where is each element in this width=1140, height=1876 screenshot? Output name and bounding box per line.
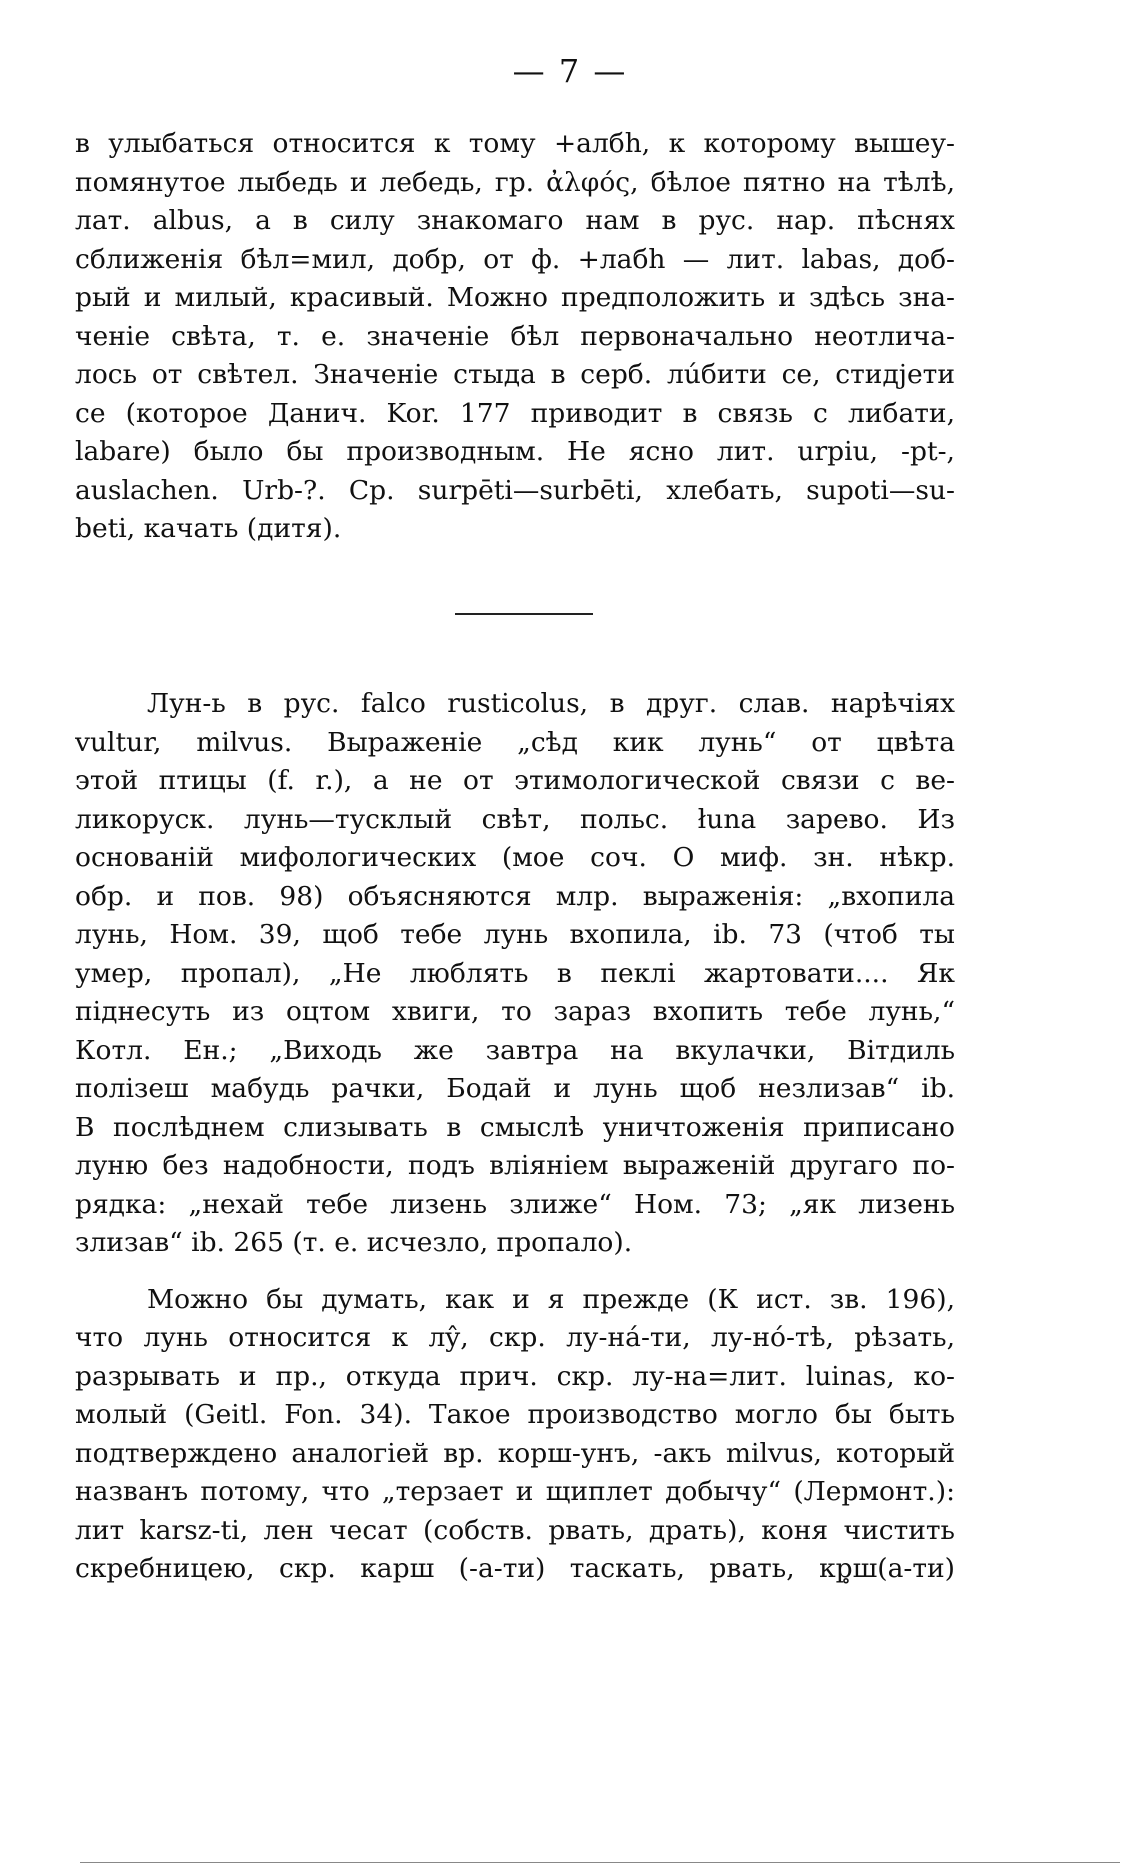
paragraph-gap <box>75 1263 955 1281</box>
text-line: ченіе свѣта, т. е. значеніе бѣл первоначально неотлича- <box>75 320 955 352</box>
text-line: vultur, milvus. Выраженіе „сѣд кик лунь“ от цвѣта <box>75 726 955 758</box>
text-block-second <box>75 685 955 1589</box>
text-line: подтверждено аналогіей вр. корш-унъ, -акъ milvus, который <box>75 1437 955 1469</box>
page-number: — 7 — <box>512 52 628 90</box>
text-line: піднесуть из оцтом хвиги, то зараз вхопить тебе лунь,“ <box>75 996 955 1027</box>
text-line: лит karsz-ti, лен чесат (собств. рвать, драть), коня чистить <box>75 1514 955 1546</box>
text-line: полізеш мабудь рачки, Бодай и лунь щоб незлизав“ ib. <box>75 1073 955 1104</box>
section-separator <box>455 613 593 615</box>
text-line: лат. albus, а в силу знакомаго нам в рус. нар. пѣснях <box>75 205 955 236</box>
text-line: лось от свѣтел. Значеніе стыда в серб. лúбити се, стидјети <box>75 359 955 390</box>
footer-rule <box>80 1862 1120 1863</box>
text-line: Котл. Ен.; „Виходь же завтра на вкулачки, Вітдиль <box>75 1034 955 1066</box>
text-line: названъ потому, что „терзает и щиплет добычу“ (Лермонт.): <box>75 1476 955 1507</box>
text-line: что лунь относится к лŷ, скр. лу-нá-ти, лу-нó-тѣ, рѣзать, <box>75 1322 955 1353</box>
text-line: рый и милый, красивый. Можно предположить и здѣсь зна- <box>75 282 955 313</box>
text-line: молый (Geitl. Fon. 34). Такое производство могло бы быть <box>75 1399 955 1430</box>
text-block-first <box>75 125 955 549</box>
text-line: в улыбаться относится к тому +албh, к которому вышеу- <box>75 128 955 159</box>
text-line: помянутое лыбедь и лебедь, гр. ἀλφός, бѣлое пятно на тѣлѣ, <box>75 166 955 198</box>
text-line: лунь, Ном. 39, щоб тебе лунь вхопила, ib. 73 (чтоб ты <box>75 919 955 950</box>
text-line: се (которое Данич. Kor. 177 приводит в связь с либати, <box>75 397 955 429</box>
text-line: умер, пропал), „Не люблять в пеклі жартовати.... Як <box>75 957 955 989</box>
text-line: ликоруск. лунь—тусклый свѣт, польс. łuna зарево. Из <box>75 803 955 835</box>
text-line: луню без надобности, подъ вліяніем выраженій другаго по- <box>75 1150 955 1181</box>
text-line: beti, качать (дитя). <box>75 513 342 544</box>
text-line: auslachen. Urb-?. Ср. surpēti—surbēti, хлебать, supoti—su- <box>75 474 955 506</box>
text-line: Можно бы думать, как и я прежде (К ист. зв. 196), <box>147 1283 955 1315</box>
text-line: рядка: „нехай тебе лизень злиже“ Ном. 73; „як лизень <box>75 1188 955 1220</box>
text-line: этой птицы (f. r.), а не от этимологической связи с ве- <box>75 765 955 796</box>
text-line: злизав“ ib. 265 (т. е. исчезло, пропало). <box>75 1227 633 1258</box>
text-line: обр. и пов. 98) объясняются млр. выраженія: „вхопила <box>75 880 955 912</box>
text-line: labare) было бы производным. Не ясно лит. urpiu, -pt-, <box>75 436 955 467</box>
text-line: Лун-ь в рус. falco rusticolus, в друг. слав. нарѣчіях <box>147 688 955 719</box>
text-line: В послѣднем слизывать в смыслѣ уничтоженія приписано <box>75 1111 955 1143</box>
text-line: основаній мифологических (мое соч. О миф. зн. нѣкр. <box>75 842 955 873</box>
text-line: скребницею, скр. карш (-а-ти) таскать, рвать, кр̥ш(а-ти) <box>75 1553 955 1584</box>
text-line: сближенія бѣл=мил, добр, от ф. +лабh — лит. labas, доб- <box>75 243 955 275</box>
text-line: разрывать и пр., откуда прич. скр. лу-на=лит. luinas, ко- <box>75 1360 955 1392</box>
